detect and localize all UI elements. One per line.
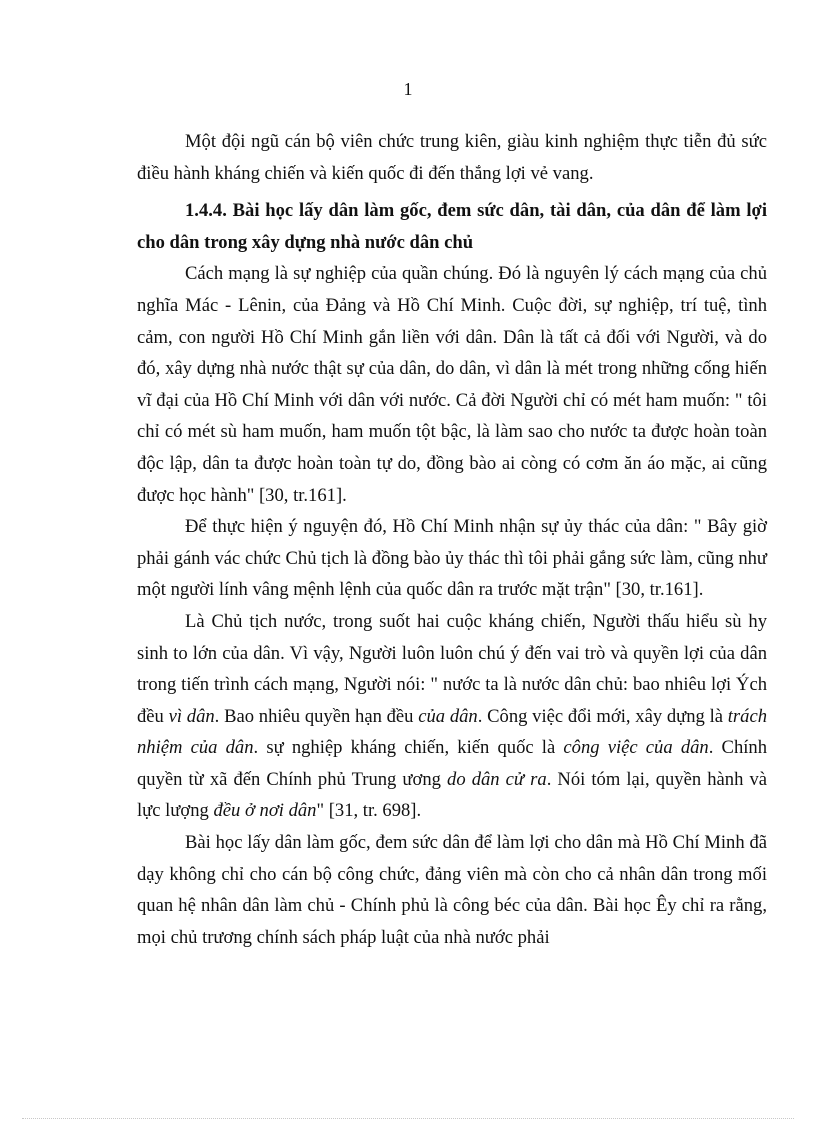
italic-run: trách nhiệm của dân [137,705,768,759]
text-run: " [31, tr. 698]. [316,800,422,822]
text-run: . Công việc đổi mới, xây dựng là [477,705,728,727]
paragraph-revolution: Cách mạng là sự nghiệp của quần chúng. Đó là nguyên lý cách mạng của chủ nghĩa Mác - Lênin, của Đảng và Hồ Chí Minh. Cuộc đời, sự nghiệp, trí tuệ, tình cảm, con người Hồ Chí Minh gắn liền với dân. Dân là tất cả đối với Người, và do đó, xây dựng nhà nước thật sự của dân, do dân, vì dân là mét trong những cống hiến vĩ đại của Hồ Chí Minh với dân với nước. Cả đời Người chỉ có mét ham muốn: " tôi chỉ có mét sù ham muốn, ham muốn tột bậc, là làm sao cho nước ta được hoàn toàn độc lập, dân ta được hoàn toàn tự do, đồng bào ai còng có cơm ăn áo mặc, ai cũng được học hành" [30, tr.161]. [137,263,767,506]
text-run: Là Chủ tịch nước, trong suốt hai cuộc kháng chiến, Người thấu hiểu sù hy sinh to lớn của dân. Vì vậy, Người luôn luôn chú ý đến vai trò và quyền lợi của dân trong tiến trình cách mạng, Người nói: " nước ta là nước dân chủ: bao nhiêu lợi Ých đều [137,610,767,727]
italic-run: vì dân [168,705,215,727]
page-bottom-divider [22,1118,794,1119]
paragraph-president [137,606,767,827]
paragraph-mandate: Để thực hiện ý nguyện đó, Hồ Chí Minh nhận sự ủy thác của dân: " Bây giờ phải gánh vác chức Chủ tịch là đồng bào ủy thác thì tôi phải gắng sức làm, cũng như một người lính vâng mệnh lệnh của quốc dân ra trước mặt trận" [30, tr.161]. [137,516,767,601]
page-number: 1 [403,79,413,99]
text-run: . Nói tóm lại, quyền hành và lực lượng [137,768,767,822]
paragraph-lesson: Bài học lấy dân làm gốc, đem sức dân để làm lợi cho dân mà Hồ Chí Minh đã dạy không chỉ cho cán bộ công chức, đảng viên mà còn cho cả nhân dân trong mối quan hệ nhân dân làm chủ - Chính phủ là công béc của dân. Bài học Êy chỉ ra rằng, mọi chủ trương chính sách pháp luật của nhà nước phải [137,832,767,948]
italic-run: do dân cử ra [447,768,547,790]
text-run: . Chính quyền từ xã đến Chính phủ Trung ương [137,737,767,790]
section-heading: 1.4.4. Bài học lấy dân làm gốc, đem sức dân, tài dân, của dân để làm lợi cho dân trong xây dựng nhà nước dân chủ [137,200,767,253]
text-run: . sự nghiệp kháng chiến, kiến quốc là [253,737,564,759]
italic-run: của dân [418,705,478,727]
italic-run: đều ở nơi dân [213,800,317,822]
text-run: . Bao nhiêu quyền hạn đều [214,705,419,727]
italic-run: công việc của dân [563,737,709,759]
body-text [137,126,767,953]
paragraph-intro: Một đội ngũ cán bộ viên chức trung kiên, giàu kinh nghiệm thực tiễn đủ sức điều hành kháng chiến và kiến quốc đi đến thắng lợi vẻ vang. [137,131,767,184]
